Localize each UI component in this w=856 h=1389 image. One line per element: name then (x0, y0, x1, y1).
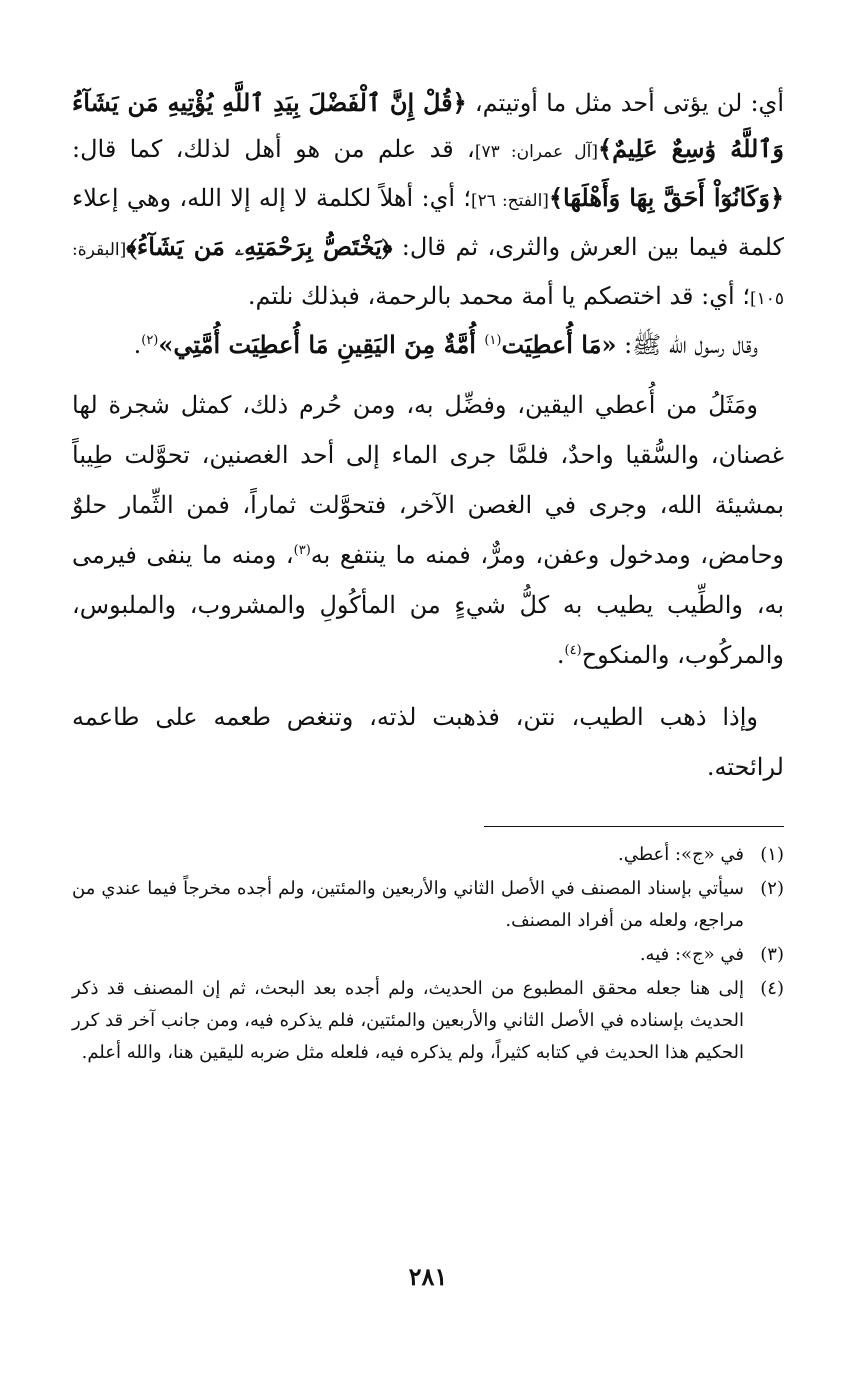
quran-verse-2: ﴿وَكَانُوٓاْ أَحَقَّ بِهَا وَأَهْلَهَا﴾ (548, 183, 785, 212)
footnote-3 (72, 939, 784, 971)
footnote-1 (72, 839, 784, 871)
footnote-text: في «ج»: أعطي. (618, 844, 744, 865)
p2-end: . (133, 331, 142, 359)
verse-reference-3: [البقرة: ١٠٥] (72, 240, 784, 309)
footnote-2 (72, 873, 784, 937)
page-content (72, 80, 784, 1071)
footnote-text: في «ج»: فيه. (639, 944, 744, 965)
footnote-ref-1[interactable]: (١) (484, 333, 502, 348)
paragraph-4: وإذا ذهب الطيب، نتن، فذهبت لذته، وتنغص طعمه على طاعمه لرائحته. (72, 703, 784, 781)
footnote-ref-3[interactable]: (٣) (293, 543, 311, 558)
p3-part-a: ومَثَلُ من أُعطي اليقين، وفضِّل به، ومن حُرم ذلك، كمثل شجرة لها غصنان، والسُّقيا واحدٌ، فلمَّا جرى الماء إلى أحد الغصنين، تحوَّلت طِيباً بمشيئة الله، وجرى في الغصن الآخر، فتحوَّلت ثماراً، فمن الثِّمار حلوٌ وحامض، ومدخول وعفن، ومرٌّ، فمنه ما ينتفع به (72, 391, 785, 569)
footnotes (72, 839, 784, 1069)
p3-part-b: ، ومنه ما ينفى فيرمى به، والطِّيب يطيب به كلُّ شيءٍ من المأكُولِ والمشروب، والملبوس، والمركُوب، والمنكوح (72, 541, 784, 669)
paragraph-3 (72, 380, 784, 680)
quran-verse-3: ﴿يَخْتَصُّ بِرَحْمَتِهِۦ مَن يَشَآءُ﴾ (126, 232, 393, 261)
main-text (72, 80, 784, 792)
page-number: ٢٨١ (408, 1262, 448, 1291)
footnote-number: (٢) (760, 878, 784, 899)
paragraph-1 (72, 80, 784, 322)
footnote-number: (٣) (760, 944, 784, 965)
footnote-ref-4[interactable]: (٤) (564, 643, 582, 658)
p1-mid-2: ؛ أي: أهلاً لكلمة لا إله إلا الله، وهي إعلاء كلمة فيما بين العرش والثرى، ثم قال: (72, 184, 784, 261)
footnote-ref-2[interactable]: (٢) (141, 333, 159, 348)
verse-reference-2: [الفتح: ٢٦] (470, 191, 549, 211)
hadith-part-1: «مَا أُعطِيَت (501, 330, 617, 359)
hadith-part-2: أُمَّةٌ مِنَ اليَقِينِ مَا أُعطِيَت أُمَّتِي» (158, 330, 485, 359)
paragraph-2 (72, 322, 784, 368)
verse-reference-1: [آل عمران: ٧٣] (474, 142, 598, 162)
p1-intro: أي: لن يؤتى أحد مثل ما أوتيتم، (466, 89, 785, 117)
p3-part-c: . (556, 641, 565, 669)
footnote-separator (484, 826, 784, 827)
footnote-4 (72, 973, 784, 1069)
p1-mid-1: ، قد علم من هو أهل لذلك، كما قال: (72, 135, 475, 163)
footnote-text: سيأتي بإسناد المصنف في الأصل الثاني والأربعين والمئتين، ولم أجده مخرجاً فيما عندي من مراجع، ولعله من أفراد المصنف. (72, 878, 744, 931)
p2-start: وقال رسول الله ﷺ: (616, 331, 758, 359)
quran-verse-1: ﴿قُلْ إِنَّ ٱلْفَضْلَ بِيَدِ ٱللَّهِ يُؤْتِيهِ مَن يَشَآءُ وَٱللَّهُ وَٰسِعٌ عَلِيمٌ﴾ (72, 88, 784, 163)
footnote-text: إلى هنا جعله محقق المطبوع من الحديث، ولم أجده بعد البحث، ثم إن المصنف قد ذكر الحديث بإسناده في الأصل الثاني والأربعين والمئتين، فلم يذكره فيه، ومن جانب آخر قد كرر الحكيم هذا الحديث في كتابه كثيراً، ولم يذكره فيه، فلعله مثل ضربه لليقين هنا، والله أعلم. (72, 978, 744, 1063)
footnote-number: (٤) (760, 978, 784, 999)
p1-end: ؛ أي: قد اختصكم يا أمة محمد بالرحمة، فبذلك نلتم. (247, 282, 750, 310)
footnote-number: (١) (760, 844, 784, 865)
